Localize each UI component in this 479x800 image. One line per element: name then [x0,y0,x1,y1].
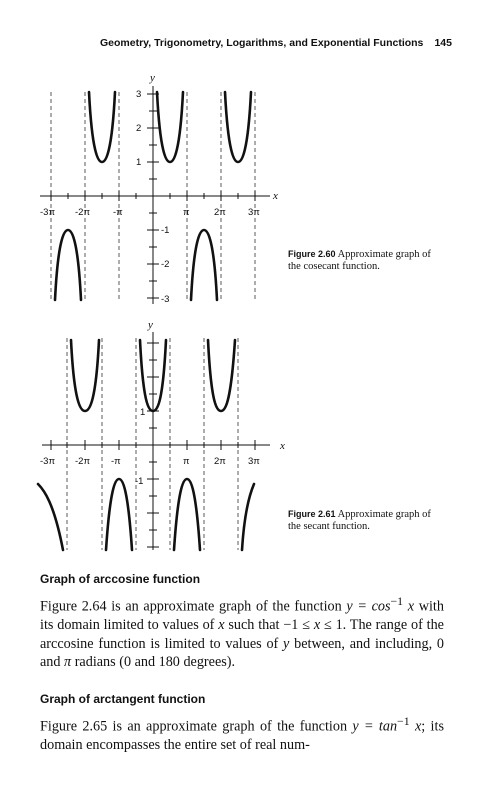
x-tick-label: -π [111,456,121,467]
curve-branch [191,230,217,300]
y-tick-label: -1 [161,225,170,236]
running-head [100,37,452,51]
curve-branch [106,479,132,550]
section-heading-arctangent: Graph of arctangent function [40,692,206,706]
x-tick-label: 3π [248,207,260,218]
cosecant-graph [30,72,290,308]
x-tick-label: -2π [75,456,91,467]
x-axis-label: x [280,440,285,452]
figure-caption-cosecant [288,249,440,272]
secant-graph [30,318,290,554]
x-tick-label: 2π [214,207,226,218]
curve-branch [242,484,254,550]
figure-label: Figure 2.60 [288,249,336,259]
paragraph-arccosine: Figure 2.64 is an approximate graph of the function $y = \cos^{-1} x$ with its domain limited to values of x such that −1 ≤ x ≤ 1. The range of the arccosine function is limited to values of y between, and including, 0 and π radians (0 and 180 degrees). [40,594,444,671]
x-tick-label: π [183,207,190,218]
x-tick-label: -3π [40,207,56,218]
curve-branch [55,230,81,300]
y-tick-label: 1 [136,157,142,168]
x-tick-label: π [183,456,190,467]
curve-branch [208,340,235,411]
y-tick-label: -3 [161,294,170,305]
curve-branch [89,92,115,162]
curve-branch [71,340,99,411]
curve-branch [174,479,200,550]
y-axis-label: y [148,319,153,331]
curve-branch [157,92,183,162]
x-tick-label: -3π [40,456,56,467]
x-tick-label: -π [113,207,123,218]
figure-label: Figure 2.61 [288,509,336,519]
y-tick-label: 1 [140,407,146,418]
caption-text: Approximate graph of the cosecant function. [288,249,431,272]
y-tick-label: -1 [135,476,144,487]
y-tick-label: 2 [136,123,142,134]
figure-caption-secant [288,509,440,532]
x-tick-label: 3π [248,456,260,467]
page-number: 145 [434,37,452,49]
caption-text: Approximate graph of the secant function. [288,509,431,532]
y-axis-label: y [150,72,155,84]
y-tick-label: -2 [161,259,170,270]
section-heading-arccosine: Graph of arccosine function [40,572,201,586]
running-head-title: Geometry, Trigonometry, Logarithms, and Exponential Functions [100,37,424,49]
x-tick-label: 2π [214,456,226,467]
paragraph-arctangent: Figure 2.65 is an approximate graph of the function $y = \tan^{-1} x$; its domain encompasses the entire set of real num- [40,714,444,754]
x-axis-label: x [273,190,278,202]
axes [42,332,270,550]
x-tick-label: -2π [75,207,91,218]
curve-branch [38,484,63,550]
y-tick-label: 3 [136,89,142,100]
curve-branch [225,92,251,162]
axes [40,86,270,304]
